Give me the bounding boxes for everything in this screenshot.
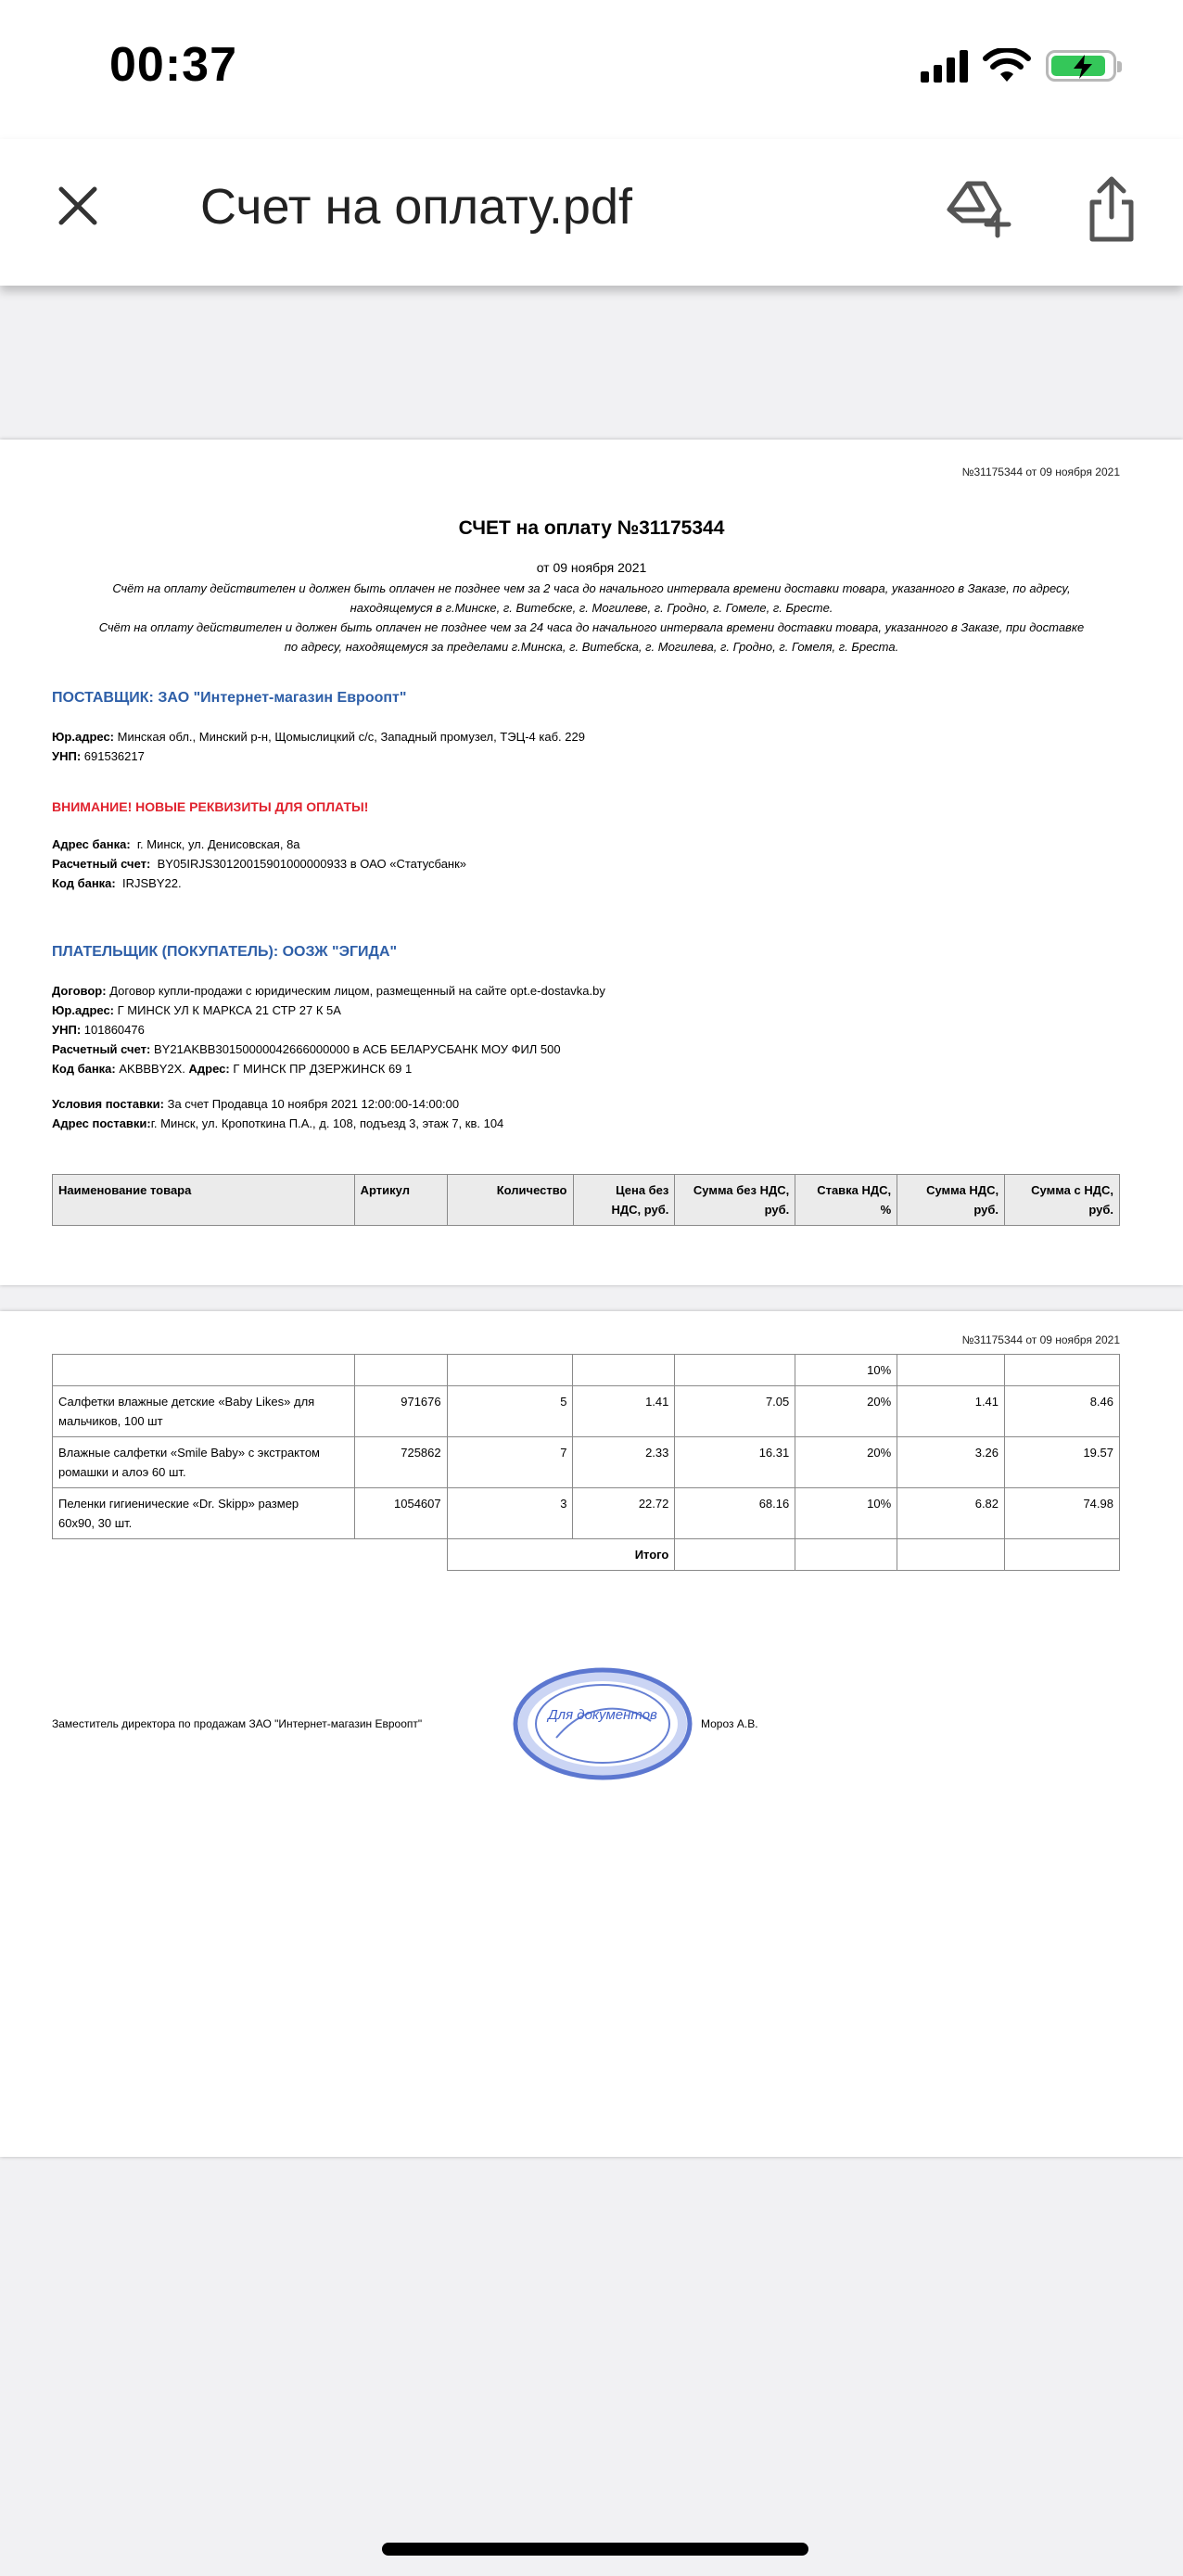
cell-rate: 10% [795,1355,897,1386]
cell-article: 1054607 [354,1488,447,1539]
items-table-header [52,1174,1120,1226]
delivery-address: Адрес поставки:г. Минск, ул. Кропоткина П.А., д. 108, подъезд 3, этаж 7, кв. 104 [52,1116,504,1130]
invoice-date: от 09 ноября 2021 [536,560,647,575]
app-bar [0,139,1183,286]
cell-vat: 3.26 [897,1437,1005,1488]
cell-price: 1.41 [573,1386,675,1437]
col-header-name: Наименование товара [53,1175,355,1226]
cell-rate: 20% [795,1437,897,1488]
table-row-partial [53,1355,1120,1386]
cell-sum: 16.31 [675,1437,795,1488]
signature-title: Заместитель директора по продажам ЗАО "Интернет-магазин Евроопт" [52,1717,423,1730]
cell-name: Влажные салфетки «Smile Baby» с экстрактом ромашки и алоэ 60 шт. [53,1437,355,1488]
cell-qty: 5 [447,1386,573,1437]
table-row [53,1437,1120,1488]
cell-qty: 7 [447,1437,573,1488]
cell-total: 19.57 [1005,1437,1120,1488]
cell-price: 22.72 [573,1488,675,1539]
bank-code: Код банка: IRJSBY22. [52,876,182,890]
payer-contract: Договор: Договор купли-продажи с юридическим лицом, размещенный на сайте opt.e-dostavka.by [52,984,605,998]
wifi-icon [983,48,1031,83]
payment-notice: Счёт на оплату действителен и должен быть оплачен не позднее чем за 2 часа до начального интервала времени доставки товара, указанного в Заказе, по адресу, находящемуся в г.Минске, г. Витебске, г. Могилеве, г. Гродно, г. Гомеле, г. Бресте. Счёт на оплату действителен и должен быть оплачен не позднее чем за 24 часа до начального интервала времени доставки товара, указанного в Заказе, при доставке по адресу, находящемуся за пределами г.Минска, г. Витебска, г. Могилева, г. Гродно, г. Гомеля, г. Бреста. [98,581,1085,654]
stamp-text: Для документов [548,1707,657,1723]
col-header-sum: Сумма без НДС, руб. [675,1175,795,1226]
share-icon [1079,174,1144,245]
items-table [52,1354,1120,1571]
col-header-rate: Ставка НДС, % [795,1175,897,1226]
col-header-qty: Количество [447,1175,573,1226]
payer-bank-code: Код банка: AKBBBY2X. Адрес: Г МИНСК ПР ДЗЕРЖИНСК 69 1 [52,1062,413,1076]
cell-price: 2.33 [573,1437,675,1488]
supplier-heading: ПОСТАВЩИК: ЗАО "Интернет-магазин Евроопт" [52,690,407,706]
cell-name: Салфетки влажные детские «Baby Likes» для мальчиков, 100 шт [53,1386,355,1437]
cell-total: 74.98 [1005,1488,1120,1539]
signer-name: Мороз А.В. [701,1717,758,1730]
pdf-page-1[interactable] [0,440,1183,1285]
add-to-drive-icon [942,174,1012,245]
cell-rate: 10% [795,1488,897,1539]
cell-article: 971676 [354,1386,447,1437]
cell-vat: 1.41 [897,1386,1005,1437]
col-header-article: Артикул [354,1175,447,1226]
cellular-signal-icon [921,49,968,83]
payment-warning: ВНИМАНИЕ! НОВЫЕ РЕКВИЗИТЫ ДЛЯ ОПЛАТЫ! [52,799,369,814]
cell-vat: 6.82 [897,1488,1005,1539]
cell-sum: 7.05 [675,1386,795,1437]
supplier-unp: УНП: 691536217 [52,749,145,763]
cell-total: 8.46 [1005,1386,1120,1437]
status-bar [0,0,1183,139]
bank-address: Адрес банка: г. Минск, ул. Денисовская, 8а [52,837,300,851]
status-icons [921,48,1116,83]
table-row [53,1488,1120,1539]
share-button[interactable] [1079,174,1144,245]
company-stamp [512,1665,693,1782]
payer-address: Юр.адрес: Г МИНСК УЛ К МАРКСА 21 СТР 27 К 5А [52,1003,341,1017]
payer-account: Расчетный счет: BY21AKBB30150000042666000000 в АСБ БЕЛАРУСБАНК МОУ ФИЛ 500 [52,1042,561,1056]
table-row [53,1386,1120,1437]
col-header-vat: Сумма НДС, руб. [897,1175,1005,1226]
payer-unp: УНП: 101860476 [52,1023,145,1037]
document-title: Счет на оплату.pdf [200,179,632,235]
pdf-page-2[interactable] [0,1311,1183,2157]
add-to-drive-button[interactable] [942,174,1012,245]
col-header-price: Цена без НДС, руб. [573,1175,675,1226]
table-header-row [53,1175,1120,1226]
payer-heading: ПЛАТЕЛЬЩИК (ПОКУПАТЕЛЬ): ООЗЖ "ЭГИДА" [52,944,398,960]
cell-rate: 20% [795,1386,897,1437]
table-total-row [53,1539,1120,1571]
status-time: 00:37 [109,38,237,92]
cell-sum: 68.16 [675,1488,795,1539]
cell-article: 725862 [354,1437,447,1488]
total-label: Итого [447,1539,675,1571]
supplier-address: Юр.адрес: Минская обл., Минский р-н, Щомыслицкий с/с, Западный промузел, ТЭЦ-4 каб. 229 [52,730,585,744]
invoice-ref-header: №31175344 от 09 ноября 2021 [961,1333,1120,1346]
cell-qty: 3 [447,1488,573,1539]
battery-charging-icon [1046,50,1116,82]
col-header-total: Сумма с НДС, руб. [1005,1175,1120,1226]
close-button[interactable] [52,180,104,232]
invoice-title: СЧЕТ на оплату №31175344 [458,517,725,539]
delivery-terms: Условия поставки: За счет Продавца 10 ноября 2021 12:00:00-14:00:00 [52,1097,460,1111]
close-icon [57,185,98,226]
cell-name: Пеленки гигиенические «Dr. Skipp» размер 60x90, 30 шт. [53,1488,355,1539]
invoice-ref-header: №31175344 от 09 ноября 2021 [961,465,1120,478]
bank-account: Расчетный счет: BY05IRJS30120015901000000933 в ОАО «Статусбанк» [52,857,467,871]
home-indicator[interactable] [382,2543,808,2556]
